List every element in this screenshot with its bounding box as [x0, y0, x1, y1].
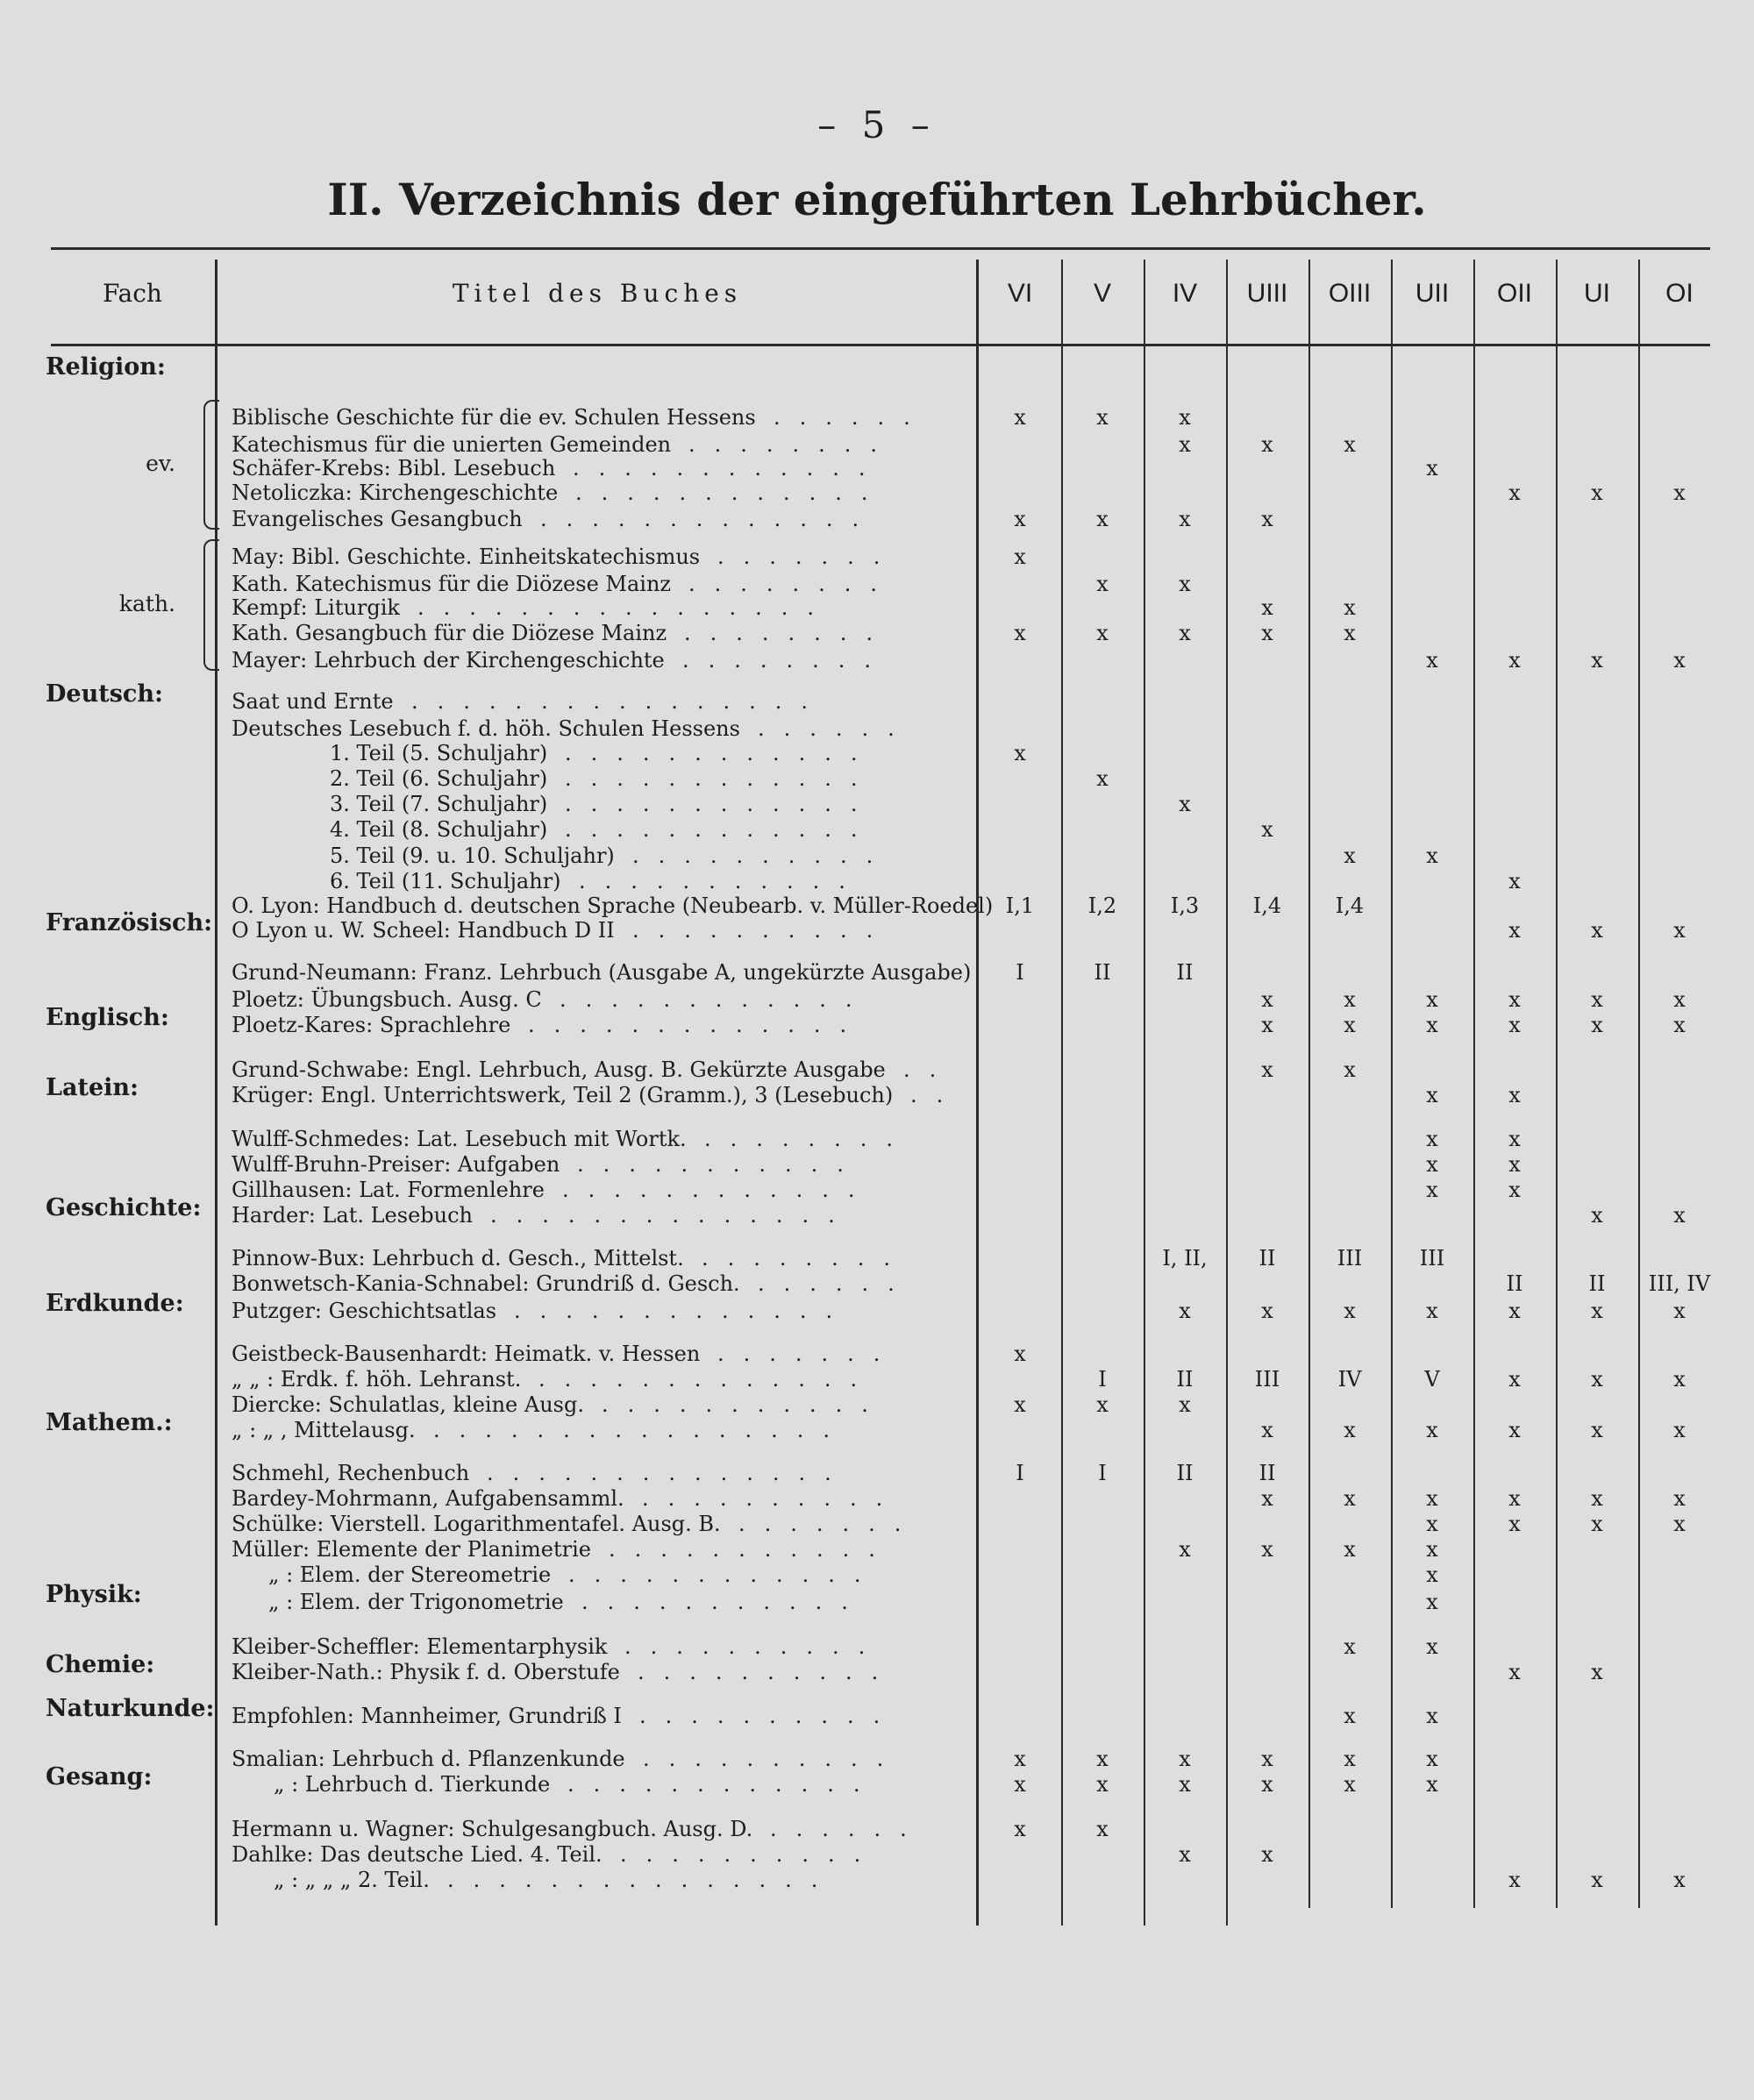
book-title: Grund-Neumann: Franz. Lehrbuch (Ausgabe A, ungekürzte Ausgabe) [232, 960, 972, 985]
class-mark: x [1591, 1013, 1603, 1037]
header-class-oii: OII [1496, 279, 1532, 308]
class-mark: x [1508, 481, 1521, 505]
class-mark: x [1014, 507, 1026, 531]
book-title: Kleiber-Scheffler: Elementarphysik [232, 1634, 608, 1659]
leader-dots: ........ [702, 1246, 910, 1271]
class-mark: x [1426, 1747, 1438, 1771]
class-mark: x [1508, 1367, 1521, 1392]
class-mark: x [1591, 481, 1603, 505]
class-mark: x [1508, 1418, 1521, 1442]
book-title: 2. Teil (6. Schuljahr) [330, 766, 548, 791]
class-mark: x [1426, 1537, 1438, 1562]
class-mark: x [1591, 1868, 1603, 1892]
class-mark: x [1508, 1512, 1521, 1536]
book-title: Mayer: Lehrbuch der Kirchengeschichte [232, 648, 665, 673]
class-mark: x [1344, 1704, 1356, 1728]
class-mark: II [1176, 1461, 1194, 1485]
title-divider [976, 260, 979, 1926]
leader-dots: .............. [487, 1461, 851, 1485]
class-mark: x [1426, 1634, 1438, 1659]
book-title: Bonwetsch-Kania-Schnabel: Grundriß d. Gesch. [232, 1271, 740, 1296]
leader-dots: ............ [567, 1772, 880, 1797]
class-mark: x [1508, 1299, 1521, 1323]
class-mark: II [1094, 960, 1111, 985]
leader-dots: ........... [581, 1590, 867, 1614]
book-title: Grund-Schwabe: Engl. Lehrbuch, Ausg. B. Gekürzte Ausgabe [232, 1057, 886, 1082]
subject-label: Religion: [46, 353, 166, 381]
subject-label: Physik: [46, 1581, 142, 1608]
class-mark: III [1337, 1246, 1363, 1271]
header-class-oiii: OIII [1328, 279, 1372, 308]
class-mark: I,1 [1005, 893, 1035, 918]
book-title: Ploetz: Übungsbuch. Ausg. C [232, 987, 542, 1012]
leader-dots: ...... [758, 716, 914, 741]
class-mark: x [1426, 456, 1438, 481]
class-mark: x [1673, 1367, 1686, 1392]
class-mark: II [1176, 960, 1194, 985]
class-mark: x [1673, 987, 1686, 1012]
book-title: Pinnow-Bux: Lehrbuch d. Gesch., Mittelst. [232, 1246, 684, 1271]
leader-dots: ........ [688, 432, 897, 457]
class-mark: x [1591, 1486, 1603, 1511]
leader-dots: .. [903, 1057, 956, 1082]
class-mark: x [1508, 1486, 1521, 1511]
leader-dots: .. [910, 1083, 963, 1107]
subject-label: Mathem.: [46, 1409, 173, 1436]
group-label: kath. [118, 591, 175, 616]
class-mark: x [1179, 1537, 1191, 1562]
leader-dots: ............. [538, 1367, 877, 1392]
class-mark: I,2 [1087, 893, 1117, 918]
page-number: – 5 – [817, 103, 937, 146]
class-mark: x [1261, 507, 1273, 531]
header-title: Titel des Buches [452, 279, 743, 308]
header-class-v: V [1093, 279, 1111, 308]
leader-dots: .......... [643, 1747, 903, 1771]
class-mark: x [1344, 621, 1356, 645]
class-mark: x [1673, 1512, 1686, 1536]
leader-dots: ............ [560, 987, 872, 1012]
class-mark: x [1344, 1634, 1356, 1659]
class-mark: I,4 [1335, 893, 1365, 918]
class-mark: x [1426, 1772, 1438, 1797]
leader-dots: ............ [565, 741, 877, 765]
book-title: Schmehl, Rechenbuch [232, 1461, 470, 1485]
class-mark: x [1261, 987, 1273, 1012]
book-title: Wulff-Schmedes: Lat. Lesebuch mit Wortk. [232, 1127, 687, 1151]
class-mark: x [1261, 1057, 1273, 1082]
class-mark: I [1098, 1461, 1107, 1485]
class-mark: x [1508, 987, 1521, 1012]
class-mark: x [1179, 621, 1191, 645]
header-subject: Fach [103, 279, 162, 308]
class-mark: x [1344, 1057, 1356, 1082]
header-class-ui: UI [1584, 279, 1610, 308]
page-title: II. Verzeichnis der eingeführten Lehrbücher. [327, 174, 1427, 225]
class-mark: x [1096, 572, 1109, 596]
class-mark: x [1508, 1083, 1521, 1107]
class-mark: x [1096, 1772, 1109, 1797]
class-mark: x [1179, 1299, 1191, 1323]
class-mark: x [1261, 1486, 1273, 1511]
class-mark: x [1344, 1772, 1356, 1797]
class-mark: x [1426, 1704, 1438, 1728]
class-mark: x [1508, 1152, 1521, 1177]
book-title: Krüger: Engl. Unterrichtswerk, Teil 2 (Gramm.), 3 (Lesebuch) [232, 1083, 894, 1107]
class-mark: x [1344, 1418, 1356, 1442]
class-mark: x [1261, 1772, 1273, 1797]
header-class-uiii: UIII [1246, 279, 1288, 308]
class-mark: x [1014, 405, 1026, 430]
class-mark: x [1261, 1013, 1273, 1037]
class-mark: x [1179, 1842, 1191, 1867]
class-mark: x [1014, 621, 1026, 645]
class-mark: x [1426, 1590, 1438, 1614]
subject-label: Französisch: [46, 909, 213, 936]
leader-dots: ........ [688, 572, 897, 596]
book-title: Kempf: Liturgik [232, 595, 400, 620]
leader-dots: ........... [609, 1537, 895, 1562]
class-mark: x [1508, 1127, 1521, 1151]
class-mark: I, II, [1162, 1246, 1208, 1271]
leader-dots: ............ [573, 456, 885, 481]
class-mark: x [1344, 1299, 1356, 1323]
table-header-rule [51, 344, 1710, 346]
class-mark: x [1673, 1486, 1686, 1511]
group-label: ev. [146, 451, 175, 476]
class-mark: x [1426, 1486, 1438, 1511]
group-brace [203, 539, 219, 671]
class-mark: IV [1337, 1367, 1362, 1392]
class-mark: x [1508, 869, 1521, 893]
class-mark: x [1261, 1537, 1273, 1562]
leader-dots: ........... [602, 1392, 888, 1417]
class-mark: x [1344, 1537, 1356, 1562]
leader-dots: ...... [758, 1271, 914, 1296]
leader-dots: ...... [774, 405, 930, 430]
book-title: Deutsches Lesebuch f. d. höh. Schulen Hessens [232, 716, 740, 741]
book-title: Bardey-Mohrmann, Aufgabensamml. [232, 1486, 624, 1511]
class-mark: II [1258, 1246, 1276, 1271]
class-mark: x [1179, 1392, 1191, 1417]
leader-dots: ................ [417, 595, 834, 620]
leader-dots: ....... [738, 1512, 921, 1536]
class-mark: x [1344, 432, 1356, 457]
class-mark: x [1261, 1842, 1273, 1867]
class-mark: x [1344, 1013, 1356, 1037]
book-title: „ : Elem. der Trigonometrie [268, 1590, 564, 1614]
class-mark: I [1016, 960, 1024, 985]
class-mark: x [1096, 1817, 1109, 1841]
class-mark: x [1591, 987, 1603, 1012]
leader-dots: ........ [684, 621, 893, 645]
class-mark: x [1426, 1299, 1438, 1323]
class-mark: x [1261, 621, 1273, 645]
class-mark: x [1673, 1203, 1686, 1228]
leader-dots: ........ [704, 1127, 913, 1151]
class-mark: x [1591, 1512, 1603, 1536]
book-title: Diercke: Schulatlas, kleine Ausg. [232, 1392, 584, 1417]
class-mark: x [1591, 1367, 1603, 1392]
book-title: Putzger: Geschichtsatlas [232, 1299, 497, 1323]
book-title: Empfohlen: Mannheimer, Grundriß I [232, 1704, 622, 1728]
leader-dots: ............ [562, 1178, 874, 1202]
class-mark: x [1179, 792, 1191, 816]
class-mark: x [1179, 507, 1191, 531]
class-mark: x [1344, 1486, 1356, 1511]
class-mark: x [1591, 1660, 1603, 1684]
book-title: Müller: Elemente der Planimetrie [232, 1537, 591, 1562]
class-mark: x [1508, 1013, 1521, 1037]
book-title: May: Bibl. Geschichte. Einheitskatechismus [232, 545, 701, 569]
book-title: Ploetz-Kares: Sprachlehre [232, 1013, 511, 1037]
subject-label: Chemie: [46, 1651, 155, 1678]
class-mark: I,4 [1252, 893, 1282, 918]
class-mark: x [1426, 1563, 1438, 1587]
class-mark: x [1426, 1152, 1438, 1177]
book-title: O. Lyon: Handbuch d. deutschen Sprache (Neubearb. v. Müller-Roedel) [232, 893, 994, 918]
column-divider [1638, 260, 1640, 1908]
book-title: Kath. Gesangbuch für die Diözese Mainz [232, 621, 667, 645]
class-mark: x [1179, 1747, 1191, 1771]
book-title: Kleiber-Nath.: Physik f. d. Oberstufe [232, 1660, 620, 1684]
book-title: „ „ : Erdk. f. höh. Lehranst. [232, 1367, 522, 1392]
class-mark: x [1344, 1747, 1356, 1771]
class-mark: x [1261, 432, 1273, 457]
class-mark: x [1426, 844, 1438, 868]
class-mark: x [1014, 741, 1026, 765]
class-mark: x [1508, 1868, 1521, 1892]
class-mark: III, IV [1648, 1271, 1711, 1296]
class-mark: x [1179, 1772, 1191, 1797]
book-title: 1. Teil (5. Schuljahr) [330, 741, 548, 765]
class-mark: x [1261, 1299, 1273, 1323]
subject-label: Naturkunde: [46, 1695, 215, 1722]
book-title: 6. Teil (11. Schuljahr) [330, 869, 561, 893]
class-mark: x [1426, 1178, 1438, 1202]
book-title: 5. Teil (9. u. 10. Schuljahr) [330, 844, 615, 868]
class-mark: x [1591, 1203, 1603, 1228]
class-mark: x [1344, 595, 1356, 620]
class-mark: III [1419, 1246, 1445, 1271]
class-mark: x [1673, 481, 1686, 505]
book-title: 4. Teil (8. Schuljahr) [330, 817, 548, 842]
header-class-uii: UII [1415, 279, 1450, 308]
class-mark: x [1014, 1747, 1026, 1771]
subject-label: Latein: [46, 1074, 139, 1101]
column-divider [1308, 260, 1310, 1908]
header-class-iv: IV [1172, 279, 1198, 308]
class-mark: x [1508, 648, 1521, 673]
book-title: Gillhausen: Lat. Formenlehre [232, 1178, 545, 1202]
leader-dots: .......... [632, 918, 893, 943]
class-mark: x [1096, 507, 1109, 531]
book-title: Hermann u. Wagner: Schulgesangbuch. Ausg. D. [232, 1817, 753, 1841]
book-title: „ : „ „ „ 2. Teil. [274, 1868, 430, 1892]
class-mark: x [1508, 918, 1521, 943]
class-mark: x [1014, 1817, 1026, 1841]
leader-dots: ............. [540, 507, 879, 531]
leader-dots: ...... [770, 1817, 926, 1841]
leader-dots: .......... [624, 1634, 885, 1659]
book-title: Saat und Ernte [232, 689, 394, 714]
class-mark: x [1508, 1660, 1521, 1684]
book-title: Evangelisches Gesangbuch [232, 507, 523, 531]
book-title: 3. Teil (7. Schuljahr) [330, 792, 548, 816]
leader-dots: ....... [717, 545, 900, 569]
leader-dots: ....... [717, 1342, 900, 1366]
class-mark: x [1261, 1747, 1273, 1771]
class-mark: I,3 [1170, 893, 1200, 918]
leader-dots: ................ [411, 689, 828, 714]
class-mark: x [1014, 1392, 1026, 1417]
leader-dots: ............ [575, 481, 888, 505]
leader-dots: ............ [565, 766, 877, 791]
class-mark: x [1096, 621, 1109, 645]
class-mark: x [1426, 1083, 1438, 1107]
class-mark: x [1179, 432, 1191, 457]
leader-dots: .......... [639, 1704, 900, 1728]
class-mark: x [1261, 817, 1273, 842]
class-mark: x [1673, 648, 1686, 673]
class-mark: x [1591, 1418, 1603, 1442]
leader-dots: .......... [642, 1486, 902, 1511]
class-mark: x [1591, 1299, 1603, 1323]
class-mark: x [1673, 1299, 1686, 1323]
class-mark: x [1591, 648, 1603, 673]
book-title: Geistbeck-Bausenhardt: Heimatk. v. Hessen [232, 1342, 701, 1366]
header-class-vi: VI [1007, 279, 1033, 308]
book-title: Kath. Katechismus für die Diözese Mainz [232, 572, 672, 596]
leader-dots: ............... [447, 1868, 838, 1892]
class-mark: x [1014, 545, 1026, 569]
leader-dots: ............ [565, 792, 877, 816]
leader-dots: ............. [528, 1013, 866, 1037]
class-mark: I [1098, 1367, 1107, 1392]
leader-dots: ............ [568, 1563, 881, 1587]
class-mark: x [1673, 1013, 1686, 1037]
class-mark: x [1426, 1013, 1438, 1037]
class-mark: x [1591, 918, 1603, 943]
class-mark: x [1426, 1418, 1438, 1442]
leader-dots: .......... [638, 1660, 898, 1684]
book-title: „ : Lehrbuch d. Tierkunde [274, 1772, 551, 1797]
class-mark: V [1424, 1367, 1440, 1392]
book-title: Dahlke: Das deutsche Lied. 4. Teil. [232, 1842, 602, 1867]
class-mark: II [1258, 1461, 1276, 1485]
class-mark: x [1426, 1512, 1438, 1536]
book-title: Schäfer-Krebs: Bibl. Lesebuch [232, 456, 556, 481]
book-title: Schülke: Vierstell. Logarithmentafel. Ausg. B. [232, 1512, 721, 1536]
leader-dots: .......... [632, 844, 893, 868]
class-mark: x [1096, 1392, 1109, 1417]
class-mark: x [1096, 766, 1109, 791]
leader-dots: ........... [579, 869, 865, 893]
class-mark: x [1673, 918, 1686, 943]
subject-label: Englisch: [46, 1004, 169, 1031]
class-mark: I [1016, 1461, 1024, 1485]
class-mark: x [1508, 1178, 1521, 1202]
class-mark: x [1426, 1127, 1438, 1151]
class-mark: x [1014, 1772, 1026, 1797]
class-mark: x [1096, 405, 1109, 430]
class-mark: x [1014, 1342, 1026, 1366]
book-title: Katechismus für die unierten Gemeinden [232, 432, 672, 457]
book-title: O Lyon u. W. Scheel: Handbuch D II [232, 918, 615, 943]
leader-dots: ............. [514, 1299, 852, 1323]
book-title: Biblische Geschichte für die ev. Schulen Hessens [232, 405, 756, 430]
class-mark: x [1426, 987, 1438, 1012]
class-mark: x [1673, 1868, 1686, 1892]
group-brace [203, 400, 219, 530]
leader-dots: .......... [620, 1842, 881, 1867]
class-mark: x [1426, 648, 1438, 673]
class-mark: x [1179, 572, 1191, 596]
class-mark: x [1673, 1418, 1686, 1442]
book-title: Harder: Lat. Lesebuch [232, 1203, 473, 1228]
class-mark: III [1254, 1367, 1280, 1392]
book-title: „ : Elem. der Stereometrie [268, 1563, 552, 1587]
class-mark: II [1176, 1367, 1194, 1392]
book-title: Netoliczka: Kirchengeschichte [232, 481, 559, 505]
class-mark: II [1588, 1271, 1606, 1296]
book-title: Wulff-Bruhn-Preiser: Aufgaben [232, 1152, 560, 1177]
leader-dots: ........... [577, 1152, 863, 1177]
class-mark: x [1096, 1747, 1109, 1771]
class-mark: II [1506, 1271, 1523, 1296]
subject-label: Geschichte: [46, 1194, 202, 1221]
book-title: Smalian: Lehrbuch d. Pflanzenkunde [232, 1747, 625, 1771]
class-mark: x [1344, 987, 1356, 1012]
class-mark: x [1344, 844, 1356, 868]
table-top-rule [51, 247, 1710, 250]
leader-dots: .............. [490, 1203, 854, 1228]
book-title: „ : „ , Mittelausg. [232, 1418, 416, 1442]
subject-label: Erdkunde: [46, 1290, 184, 1317]
subject-label: Gesang: [46, 1763, 153, 1790]
subject-label: Deutsch: [46, 680, 163, 708]
header-class-oi: OI [1665, 279, 1693, 308]
class-mark: x [1179, 405, 1191, 430]
leader-dots: ............ [565, 817, 877, 842]
class-mark: x [1261, 595, 1273, 620]
leader-dots: ................ [433, 1418, 850, 1442]
class-mark: x [1261, 1418, 1273, 1442]
leader-dots: ........ [682, 648, 891, 673]
